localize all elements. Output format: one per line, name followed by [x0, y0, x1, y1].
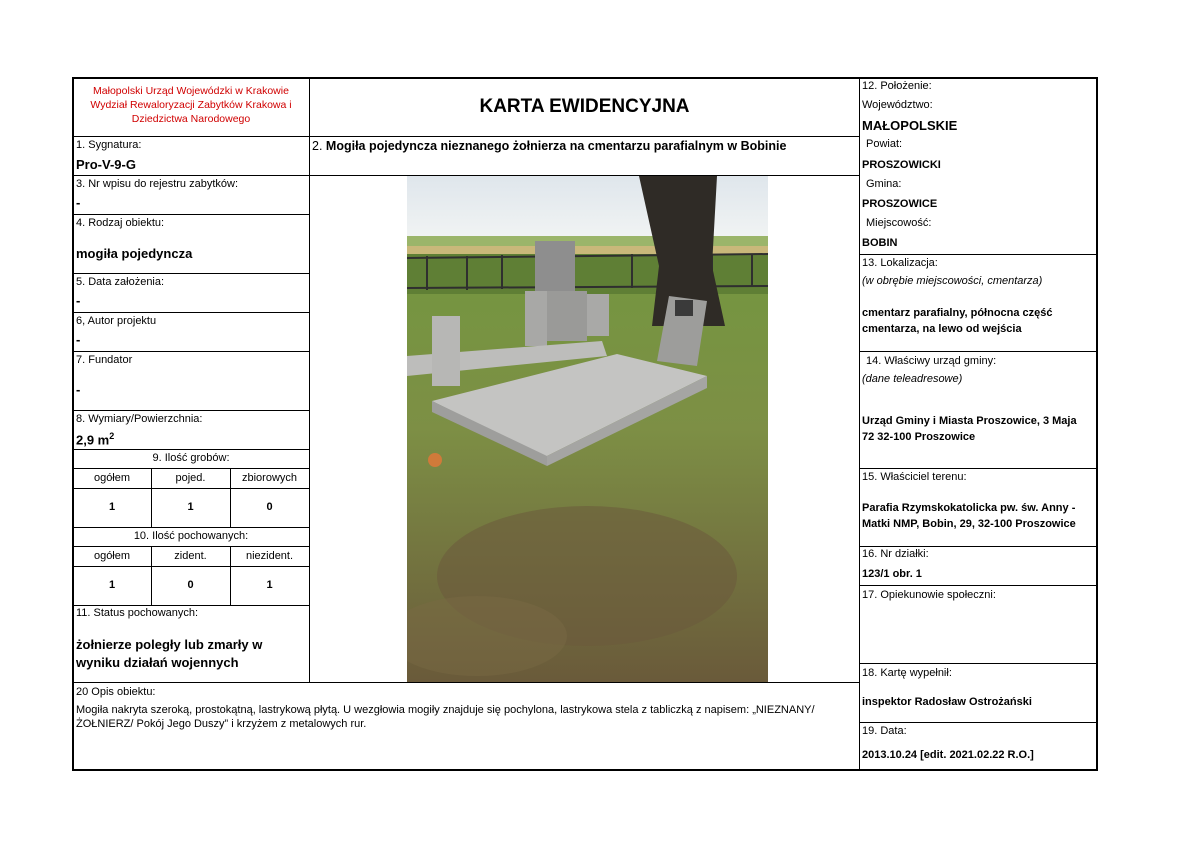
wymiary-value: [76, 431, 114, 447]
urzad-hint: (dane teleadresowe): [862, 373, 963, 385]
pochowani-header-identified: zident.: [174, 550, 207, 562]
wypelnil-value: inspektor Radosław Ostrożański: [862, 696, 1032, 708]
lokalizacja-label: 13. Lokalizacja:: [862, 257, 938, 269]
wymiary-number: 2,9 m: [76, 432, 110, 448]
opis-line2: ŻOŁNIERZ/ Pokój Jego Duszy” i krzyżem z metalowych rur.: [76, 718, 367, 730]
fundator-label: 7. Fundator: [76, 354, 133, 366]
pochowani-value-identified: 0: [187, 579, 194, 591]
object-name-text: Mogiła pojedyncza nieznanego żołnierza na cmentarzu parafialnym w Bobinie: [325, 139, 787, 153]
wojewodztwo-value: MAŁOPOLSKIE: [862, 118, 958, 133]
miejscowosc-label: Miejscowość:: [866, 217, 932, 229]
wymiary-unit-exponent: 2: [109, 431, 115, 441]
groby-label: 9. Ilość grobów:: [152, 452, 230, 464]
wymiary-label: 8. Wymiary/Powierzchnia:: [76, 413, 203, 425]
pochowani-value-total: 1: [108, 579, 116, 591]
rejestr-label: 3. Nr wpisu do rejestru zabytków:: [76, 178, 239, 190]
divider: [859, 585, 1097, 586]
wlasciciel-value-line2: Matki NMP, Bobin, 29, 32-100 Proszowice: [862, 518, 1076, 530]
divider: [73, 682, 859, 683]
divider: [859, 546, 1097, 547]
sygnatura-value: Pro-V-9-G: [76, 157, 136, 172]
divider: [73, 488, 309, 489]
divider: [73, 546, 309, 547]
miejscowosc-value: BOBIN: [862, 237, 898, 249]
lokalizacja-value-line1: cmentarz parafialny, północna część: [862, 307, 1053, 319]
dzialka-label: 16. Nr działki:: [862, 548, 929, 560]
divider: [73, 527, 309, 528]
institution-header: [74, 84, 308, 126]
powiat-value: PROSZOWICKI: [862, 159, 941, 171]
groby-value-single: 1: [187, 501, 194, 513]
divider: [73, 566, 309, 567]
divider: [73, 468, 309, 469]
divider: [859, 254, 1097, 255]
wojewodztwo-label: Województwo:: [862, 99, 933, 111]
object-name: [312, 139, 858, 153]
grave-photo-image: [407, 176, 768, 682]
urzad-value-line2: 72 32-100 Proszowice: [862, 431, 976, 443]
fundator-value: -: [76, 382, 81, 397]
powiat-label: Powiat:: [866, 138, 903, 150]
divider: [859, 663, 1097, 664]
right-column-divider: [859, 78, 860, 770]
groby-header-total: ogółem: [93, 472, 131, 484]
pochowani-label: 10. Ilość pochowanych:: [133, 530, 249, 542]
groby-header-single: pojed.: [175, 472, 206, 484]
divider: [73, 410, 309, 411]
wypelnil-label: 18. Kartę wypełnił:: [862, 667, 952, 679]
opis-label: 20 Opis obiektu:: [76, 686, 156, 698]
divider: [73, 273, 309, 274]
pochowani-header-unidentified: niezident.: [245, 550, 294, 562]
divider: [73, 351, 309, 352]
institution-line: Dziedzictwa Narodowego: [131, 113, 251, 125]
rodzaj-label: 4. Rodzaj obiektu:: [76, 217, 165, 229]
divider: [73, 136, 859, 137]
divider: [73, 214, 309, 215]
data-zalozenia-value: -: [76, 293, 81, 308]
polozenie-label: 12. Położenie:: [862, 80, 932, 92]
rejestr-value: -: [76, 195, 81, 210]
sygnatura-label: 1. Sygnatura:: [76, 139, 142, 151]
divider: [73, 312, 309, 313]
status-value-line1: żołnierze poległy lub zmarły w: [76, 637, 263, 652]
dzialka-value: 123/1 obr. 1: [862, 568, 922, 580]
divider: [859, 722, 1097, 723]
groby-value-total: 1: [108, 501, 116, 513]
data-zalozenia-label: 5. Data założenia:: [76, 276, 165, 288]
divider: [859, 468, 1097, 469]
opiekunowie-label: 17. Opiekunowie społeczni:: [862, 589, 996, 601]
status-value-line2: wyniku działań wojennych: [76, 655, 239, 670]
status-label: 11. Status pochowanych:: [76, 607, 199, 619]
urzad-label: 14. Właściwy urząd gminy:: [866, 355, 997, 367]
autor-value: -: [76, 332, 81, 347]
object-name-number: 2.: [312, 139, 323, 153]
pochowani-header-total: ogółem: [93, 550, 131, 562]
wlasciciel-label: 15. Właściciel terenu:: [862, 471, 967, 483]
data-wypelnienia-value: 2013.10.24 [edit. 2021.02.22 R.O.]: [862, 749, 1034, 761]
autor-label: 6, Autor projektu: [76, 315, 157, 327]
page-title: KARTA EWIDENCYJNA: [479, 96, 690, 117]
lokalizacja-value-line2: cmentarza, na lewo od wejścia: [862, 323, 1022, 335]
rodzaj-value: mogiła pojedyncza: [76, 246, 193, 261]
pochowani-value-unidentified: 1: [266, 579, 273, 591]
divider: [73, 449, 309, 450]
groby-value-collective: 0: [266, 501, 273, 513]
wlasciciel-value-line1: Parafia Rzymskokatolicka pw. św. Anny -: [862, 502, 1076, 514]
divider: [859, 351, 1097, 352]
left-column-divider: [309, 78, 310, 682]
lokalizacja-hint: (w obrębie miejscowości, cmentarza): [862, 275, 1043, 287]
data-wypelnienia-label: 19. Data:: [862, 725, 907, 737]
opis-line1: Mogiła nakryta szeroką, prostokątną, lastrykową płytą. U wezgłowia mogiły znajduje się pochylona, lastrykowa stela z tabliczką z napisem: „NIEZNANY/: [76, 704, 815, 716]
urzad-value-line1: Urząd Gminy i Miasta Proszowice, 3 Maja: [862, 415, 1077, 427]
gmina-value: PROSZOWICE: [862, 198, 938, 210]
divider: [73, 605, 309, 606]
institution-line: Małopolski Urząd Wojewódzki w Krakowie: [93, 85, 289, 97]
institution-line: Wydział Rewaloryzacji Zabytków Krakowa i: [90, 99, 292, 111]
groby-header-collective: zbiorowych: [241, 472, 298, 484]
grave-photograph: [407, 176, 768, 682]
gmina-label: Gmina:: [866, 178, 902, 190]
